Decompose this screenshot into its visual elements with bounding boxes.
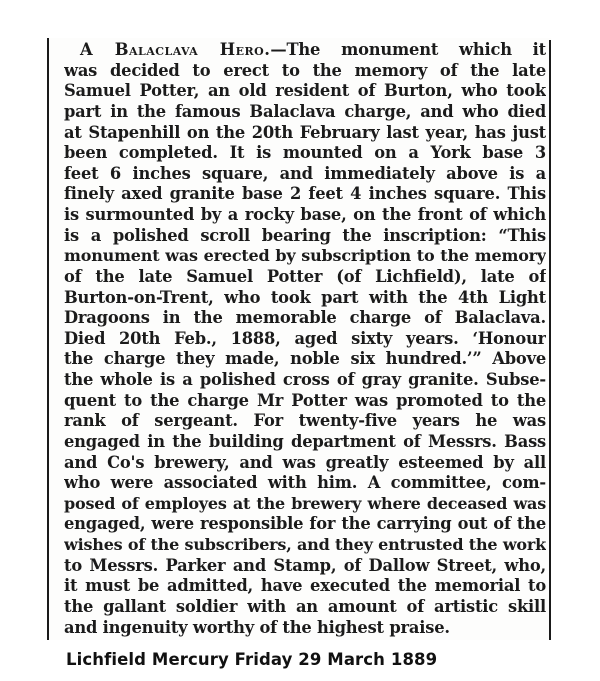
article-line: wishes of the subscribers, and they entrusted the work	[64, 535, 546, 554]
column-rule-right	[549, 40, 551, 640]
column-rule-left	[47, 38, 49, 640]
article-line: engaged, were responsible for the carrying out of the	[64, 514, 546, 534]
article-line: was decided to erect to the memory of the late	[64, 60, 546, 80]
article-line: Burton-on-Trent, who took part with the 4th Light	[64, 287, 546, 307]
article-line: A Balaclava Hero.—The monument which it	[80, 40, 546, 59]
article-line: Dragoons in the memorable charge of Balaclava.	[64, 308, 546, 328]
article-line: part in the famous Balaclava charge, and who died	[64, 101, 546, 121]
article-line: and Co's brewery, and was greatly esteemed by all	[64, 452, 546, 472]
article-body	[64, 40, 546, 638]
article-line: who were associated with him. A committee, com-	[64, 473, 546, 493]
article-line: been completed. It is mounted on a York base 3	[64, 143, 546, 163]
source-caption: Lichfield Mercury Friday 29 March 1889	[66, 650, 438, 669]
article-line: quent to the charge Mr Potter was promoted to the	[64, 390, 546, 410]
article-line: it must be admitted, have executed the memorial to	[64, 576, 546, 596]
article-line: of the late Samuel Potter (of Lichfield), late of	[64, 266, 546, 286]
article-line: Samuel Potter, an old resident of Burton, who took	[64, 81, 546, 101]
article-line: finely axed granite base 2 feet 4 inches square. This	[64, 184, 546, 204]
article-line: is surmounted by a rocky base, on the front of which	[64, 205, 546, 224]
article-line: to Messrs. Parker and Stamp, of Dallow Street, who,	[64, 555, 546, 575]
article-line: feet 6 inches square, and immediately above is a	[64, 163, 546, 183]
article-line: rank of sergeant. For twenty-five years he was	[64, 411, 546, 431]
article-line: is a polished scroll bearing the inscription: “This	[64, 225, 546, 245]
article-line: engaged in the building department of Messrs. Bass	[64, 431, 546, 451]
article-line: and ingenuity worthy of the highest praise.	[64, 617, 450, 637]
article-line: posed of employes at the brewery where deceased was	[64, 493, 546, 513]
article-line: at Stapenhill on the 20th February last year, has just	[64, 122, 546, 142]
article-line: monument was erected by subscription to the memory	[64, 246, 546, 266]
article-line: Died 20th Feb., 1888, aged sixty years. ‘Honour	[64, 328, 546, 348]
article-line: the charge they made, noble six hundred.’” Above	[64, 349, 546, 369]
article-line: the whole is a polished cross of gray granite. Subse-	[64, 370, 546, 389]
article-line: the gallant soldier with an amount of artistic skill	[64, 596, 546, 616]
article-headline: A Balaclava Hero.	[80, 40, 271, 59]
